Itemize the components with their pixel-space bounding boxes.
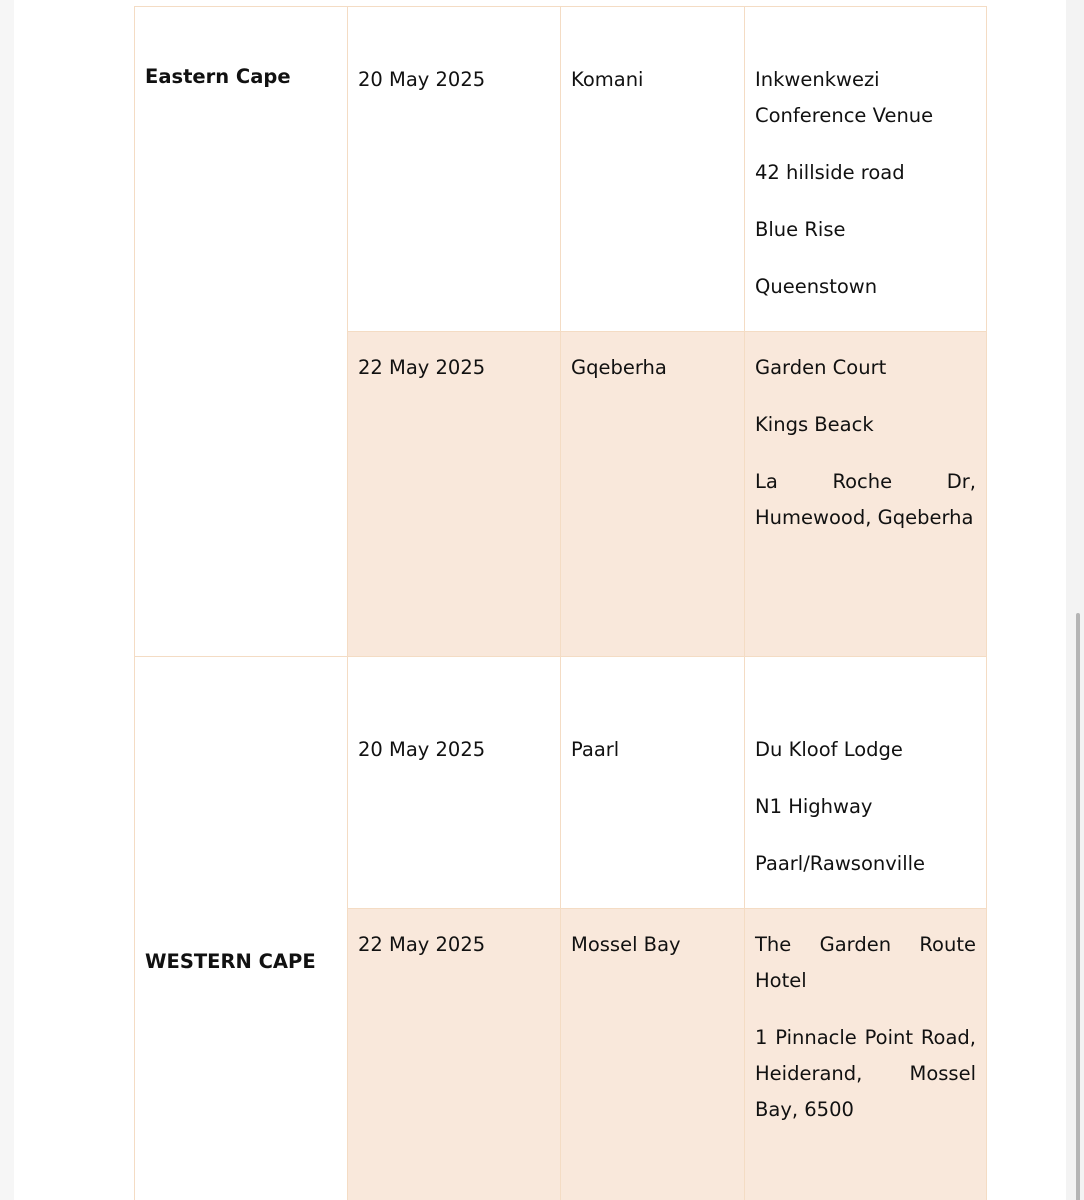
session-town: Paarl [571,738,620,761]
session-date: 20 May 2025 [358,68,486,91]
province-cell [135,7,348,657]
venue-cell [745,7,987,332]
town-cell [561,7,745,332]
session-date: 22 May 2025 [358,933,486,956]
venue-line: Inkwenkwezi Conference Venue [755,68,934,127]
venue-cell [745,332,987,657]
venue-schedule-table [134,6,987,1200]
session-date: 22 May 2025 [358,356,486,379]
venue-line: Kings Beack [755,413,874,436]
venue-line: Paarl/Rawsonville [755,852,926,875]
venue-line: Du Kloof Lodge [755,738,903,761]
venue-cell [745,909,987,1200]
table-row [135,7,987,332]
session-date: 20 May 2025 [358,738,486,761]
venue-line: Blue Rise [755,218,846,241]
vertical-scrollbar-thumb[interactable] [1076,613,1080,1200]
town-cell [561,657,745,909]
date-cell [348,909,561,1200]
province-cell [135,657,348,1200]
date-cell [348,657,561,909]
session-town: Mossel Bay [571,933,681,956]
venue-line: Garden Court [755,356,887,379]
document-page [14,0,1066,1200]
venue-line: Queenstown [755,275,878,298]
venue-line: 42 hillside road [755,161,905,184]
table-row [135,657,987,909]
date-cell [348,7,561,332]
session-town: Komani [571,68,644,91]
town-cell [561,332,745,657]
venue-line: The Garden Route Hotel [755,933,976,992]
town-cell [561,909,745,1200]
venue-line: La Roche Dr, Humewood, Gqeberha [755,470,976,529]
venue-line: N1 Highway [755,795,873,818]
province-name: Eastern Cape [145,65,291,88]
date-cell [348,332,561,657]
venue-line: 1 Pinnacle Point Road, Heiderand, Mossel Bay, 6500 [755,1026,976,1121]
venue-cell [745,657,987,909]
province-name: WESTERN CAPE [145,950,316,973]
page-margin [1066,0,1084,1200]
session-town: Gqeberha [571,356,667,379]
